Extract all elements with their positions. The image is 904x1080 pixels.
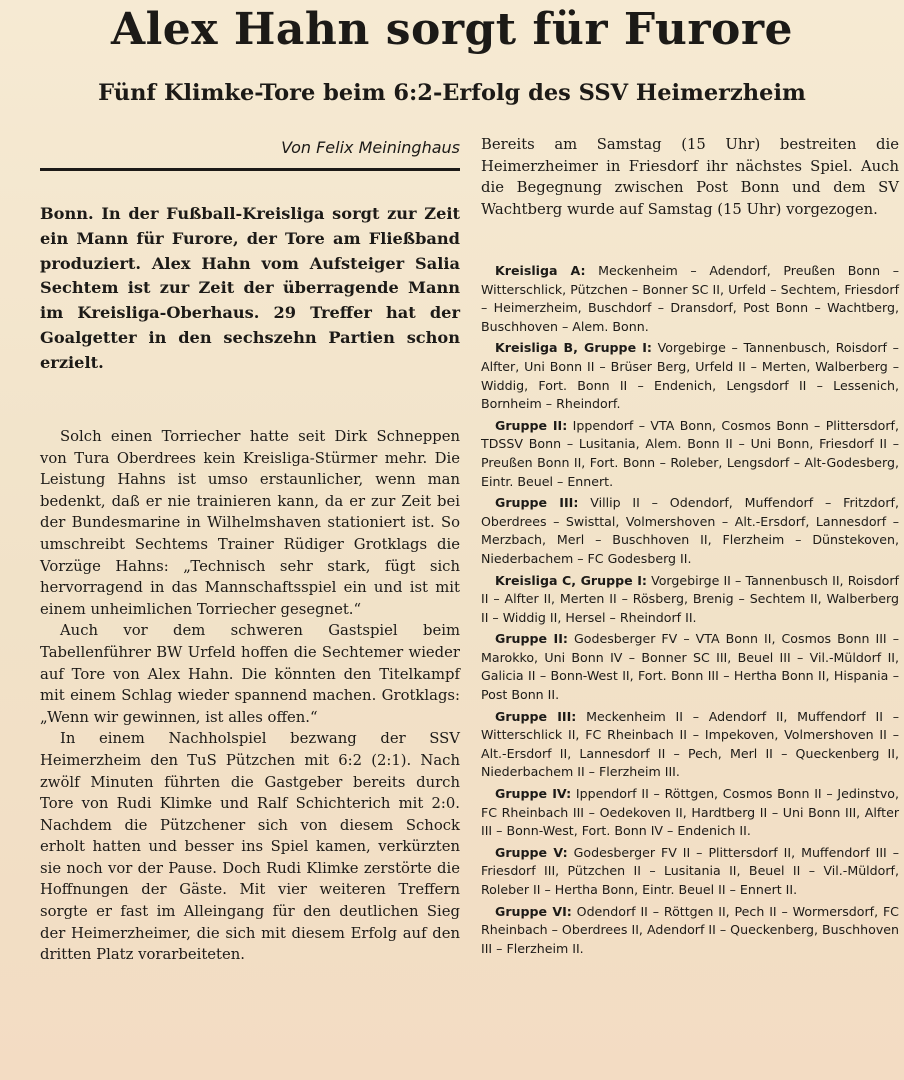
body-paragraph: Solch einen Torriecher hatte seit Dirk Schneppen von Tura Oberdrees kein Kreisliga-Stürmer mehr. Die Leistung Hahns ist umso erstaunlicher, wenn man bedenkt, daß er nie trainieren kann, da er zur Zeit bei der Bundesmarine in Wilhelmshaven stationiert ist. So umschreibt Sechtems Trainer Rüdiger Grotklags die Vorzüge Hahns: „Technisch sehr stark, fügt sich hervorragend in das Mannschaftsspiel ein und ist mit einem unheimlichen Torriecher gesegnet.“ bbox=[40, 428, 460, 618]
fixture-group-heading: Gruppe IV: bbox=[495, 786, 572, 802]
fixture-group-heading: Gruppe VI: bbox=[495, 903, 572, 919]
fixture-group-heading: Gruppe III: bbox=[495, 495, 579, 511]
fixture-group-text: Odendorf II – Röttgen II, Pech II – Wormersdorf, FC Rheinbach – Oberdrees II, Adendorf II – Queckenberg, Buschhoven III – Flerzheim II. bbox=[481, 903, 899, 956]
fixture-group-text: Meckenheim – Adendorf, Preußen Bonn – Witterschlick, Pützchen – Bonner SC II, Urfeld – Sechtem, Friesdorf – Heimerzheim, Buschdorf – Dransdorf, Post Bonn – Wachtberg, Buschhoven – Alem. Bonn. bbox=[481, 263, 899, 334]
fixtures-list bbox=[481, 262, 899, 961]
fixture-group-heading: Gruppe V: bbox=[495, 844, 568, 860]
fixture-group-heading: Gruppe II: bbox=[495, 417, 568, 433]
fixture-group-text: Vorgebirge – Tannenbusch, Roisdorf – Alfter, Uni Bonn II – Brüser Berg, Urfeld II – Merten, Walberberg – Widdig, Fort. Bonn II – Endenich, Lengsdorf II – Lessenich, Bornheim – Rheindorf. bbox=[481, 340, 899, 412]
byline: Von Felix Meininghaus bbox=[281, 138, 460, 157]
fixture-group bbox=[481, 708, 899, 782]
fixture-group-heading: Kreisliga B, Gruppe I: bbox=[495, 340, 652, 356]
fixture-group-heading: Kreisliga A: bbox=[495, 263, 586, 278]
divider bbox=[40, 168, 460, 171]
fixture-group bbox=[481, 785, 899, 841]
fixture-group-text: Meckenheim II – Adendorf II, Muffendorf II – Witterschlick II, FC Rheinbach II – Impekoven, Volmershoven II – Alt.-Ersdorf II, Lannesdorf II – Pech, Merl II – Queckenberg II, Niederbachem II – Flerzheim III. bbox=[481, 708, 900, 780]
fixture-group bbox=[481, 630, 899, 704]
fixture-group-heading: Gruppe II: bbox=[495, 631, 568, 647]
fixture-group bbox=[481, 417, 899, 491]
fixture-group bbox=[481, 903, 899, 959]
fixture-group bbox=[481, 339, 899, 413]
fixture-group-text: Godesberger FV II – Plittersdorf II, Muffendorf III – Friesdorf III, Pützchen II – Lusitania II, Beuel II – Vil.-Müldorf, Roleber II – Hertha Bonn, Eintr. Beuel II – Ennert II. bbox=[481, 844, 900, 897]
body-paragraph: In einem Nachholspiel bezwang der SSV Heimerzheim den TuS Pützchen mit 6:2 (2:1). Nach zwölf Minuten führten die Gastgeber bereits durch Tore von Rudi Klimke und Ralf Schichterich mit 2:0. Nachdem die Pützchener sich von diesem Schock erholt hatten und besser ins Spiel kamen, verkürzten sie noch vor der Pause. Doch Rudi Klimke zerstörte die Hoffnungen der Gäste. Mit vier weiteren Treffern sorgte er fast im Alleingang für den deutlichen Sieg der Heimerzheimer, die sich mit diesem Erfolg auf den dritten Platz vorarbeiteten. bbox=[40, 730, 460, 964]
fixture-group-text: Vorgebirge II – Tannenbusch II, Roisdorf II – Alfter II, Merten II – Rösberg, Brenig – Sechtem II, Walberberg II – Widdig II, Hersel – Rheindorf II. bbox=[481, 572, 899, 625]
fixture-group-text: Godesberger FV – VTA Bonn II, Cosmos Bonn III – Marokko, Uni Bonn IV – Bonner SC III, Beuel III – Vil.-Müldorf II, Galicia II – Bonn-West II, Fort. Bonn III – Hertha Bonn II, Hispania – Post Bonn II. bbox=[481, 631, 899, 703]
fixture-group-heading: Gruppe III: bbox=[495, 708, 577, 724]
fixture-group-heading: Kreisliga C, Gruppe I: bbox=[495, 572, 647, 588]
fixture-group-text: Villip II – Odendorf, Muffendorf – Fritzdorf, Oberdrees – Swisttal, Volmershoven – Alt.-Ersdorf, Lannesdorf – Merzbach, Merl – Buschhoven II, Flerzheim – Dünstekoven, Niederbachem – FC Godesberg II. bbox=[481, 495, 899, 566]
fixture-group bbox=[481, 494, 899, 568]
fixture-group-text: Ippendorf – VTA Bonn, Cosmos Bonn – Plittersdorf, TDSSV Bonn – Lusitania, Alem. Bonn II – Uni Bonn, Friesdorf II – Preußen Bonn II, Fort. Bonn – Roleber, Lengsdorf – Alt-Godesberg, Eintr. Beuel – Ennert. bbox=[481, 417, 899, 489]
lead-paragraph: Bonn. In der Fußball-Kreisliga sorgt zur Zeit ein Mann für Furore, der Tore am Fließband produziert. Alex Hahn vom Aufsteiger Salia Sechtem ist zur Zeit der überragende Mann im Kreisliga-Oberhaus. 29 Treffer hat der Goalgetter in den sechszehn Partien schon erzielt. bbox=[40, 204, 460, 372]
fixture-group bbox=[481, 844, 899, 900]
right-intro-paragraph: Bereits am Samstag (15 Uhr) bestreiten die Heimerzheimer in Friesdorf ihr nächstes Spiel. Auch die Begegnung zwischen Post Bonn und dem SV Wachtberg wurde auf Samstag (15 Uhr) vorgezogen. bbox=[481, 136, 899, 218]
fixture-group bbox=[481, 262, 899, 336]
article-body-left bbox=[40, 426, 460, 966]
fixture-group bbox=[481, 572, 899, 628]
body-paragraph: Auch vor dem schweren Gastspiel beim Tabellenführer BW Urfeld hoffen die Sechtemer wieder auf Tore von Alex Hahn. Die könnten den Titelkampf mit einem Schlag wieder spannend machen. Grotklags: „Wenn wir gewinnen, ist alles offen.“ bbox=[40, 622, 460, 726]
fixture-group-text: Ippendorf II – Röttgen, Cosmos Bonn II – Jedinstvo, FC Rheinbach III – Oedekoven II, Hardtberg II – Uni Bonn III, Alfter III – Bonn-West, Fort. Bonn IV – Endenich II. bbox=[481, 786, 900, 839]
headline: Alex Hahn sorgt für Furore bbox=[110, 4, 794, 55]
subheadline: Fünf Klimke-Tore beim 6:2-Erfolg des SSV Heimerzheim bbox=[98, 80, 806, 106]
